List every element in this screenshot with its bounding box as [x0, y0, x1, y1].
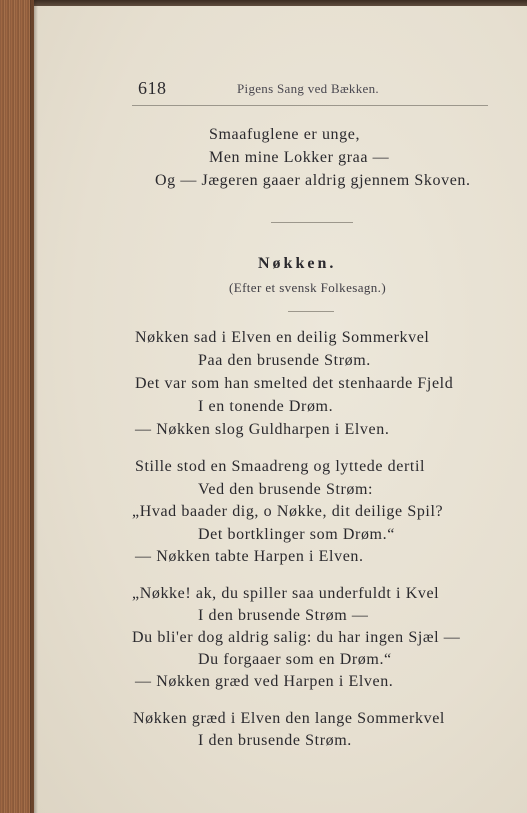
verse-line: Men mine Lokker graa — [209, 149, 390, 166]
verse-line: „Hvad baader dig, o Nøkke, dit deilige Spil? [132, 503, 444, 520]
title-rule [288, 311, 334, 312]
book-page-edges [0, 0, 34, 813]
verse-line: I den brusende Strøm. [198, 732, 352, 749]
poem-subtitle: (Efter et svensk Folkesagn.) [229, 280, 387, 295]
verse-line: Du forgaaer som en Drøm.“ [198, 651, 392, 668]
verse-line: Og — Jægeren gaaer aldrig gjennem Skoven. [155, 172, 471, 189]
verse-line: Paa den brusende Strøm. [198, 352, 371, 369]
verse-line: I den brusende Strøm — [198, 607, 369, 624]
verse-line: — Nøkken slog Guldharpen i Elven. [135, 421, 390, 438]
header-rule [132, 105, 488, 106]
section-divider [271, 222, 353, 223]
verse-line: — Nøkken græd ved Harpen i Elven. [135, 673, 394, 690]
spine-shadow [30, 0, 38, 813]
page-number: 618 [138, 78, 167, 98]
verse-line: Nøkken græd i Elven den lange Sommerkvel [133, 710, 445, 727]
verse-line: Det var som han smelted det stenhaarde Fjeld [135, 375, 454, 392]
verse-line: I en tonende Drøm. [198, 398, 334, 415]
verse-line: Det bortklinger som Drøm.“ [198, 526, 395, 543]
book-page [34, 6, 527, 813]
verse-line: Stille stod en Smaadreng og lyttede dertil [135, 458, 426, 475]
verse-line: Smaafuglene er unge, [209, 126, 361, 143]
verse-line: Ved den brusende Strøm: [198, 481, 374, 498]
verse-line: Nøkken sad i Elven en deilig Sommerkvel [135, 329, 430, 346]
running-title: Pigens Sang ved Bækken. [237, 81, 379, 96]
verse-line: — Nøkken tabte Harpen i Elven. [135, 548, 364, 565]
verse-line: „Nøkke! ak, du spiller saa underfuldt i Kvel [132, 585, 440, 602]
poem-title: Nøkken. [258, 255, 337, 272]
verse-line: Du bli'er dog aldrig salig: du har ingen Sjæl — [132, 629, 461, 646]
